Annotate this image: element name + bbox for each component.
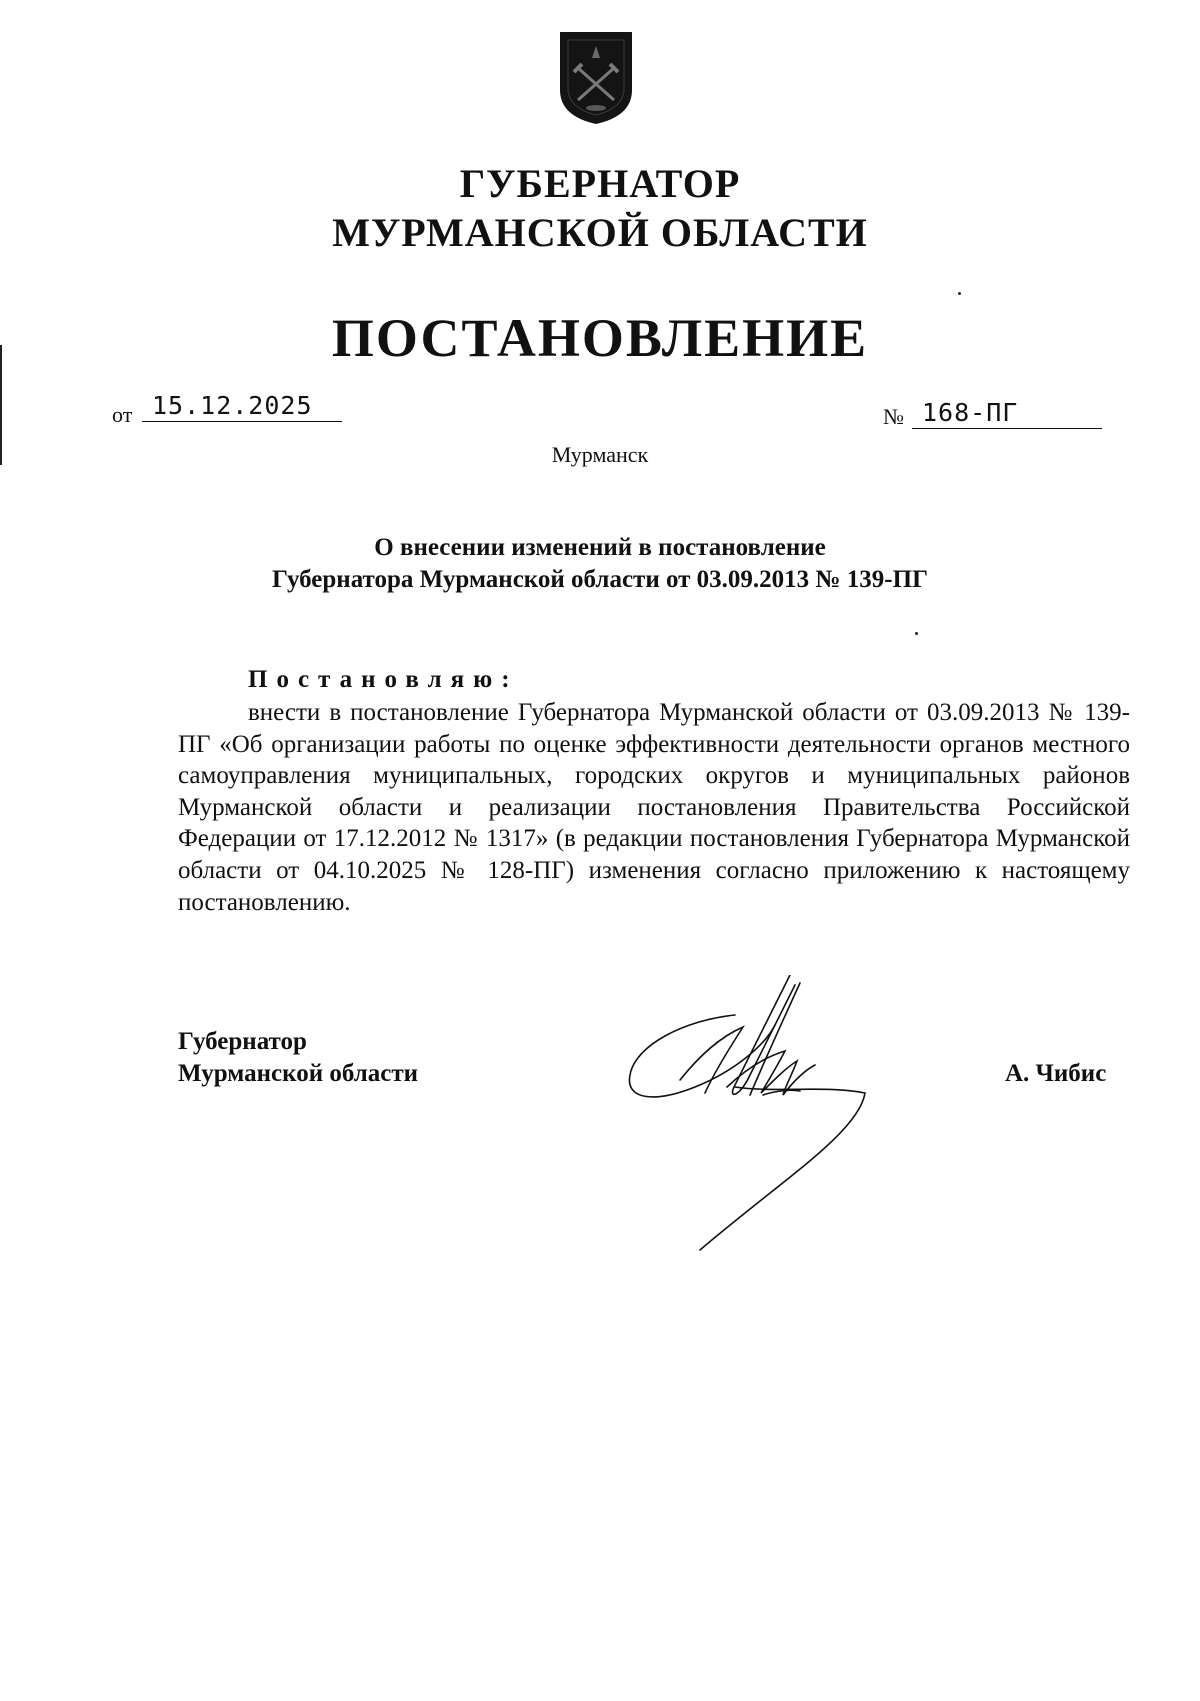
document-number: 168-ПГ [912, 398, 1102, 429]
scan-dot [915, 632, 918, 635]
document-type: ПОСТАНОВЛЕНИЕ [331, 308, 869, 368]
document-date: 15.12.2025 [142, 391, 342, 422]
signatory-title-line2: Мурманской области [178, 1060, 419, 1087]
resolve-heading: Постановляю: [248, 666, 519, 693]
coat-of-arms-icon [552, 28, 640, 128]
scan-dot [958, 292, 961, 295]
org-title-line1: ГУБЕРНАТОР [459, 161, 741, 206]
subject-line1: О внесении изменений в постановление [374, 534, 826, 561]
handwritten-signature [615, 975, 915, 1255]
subject-line2: Губернатора Мурманской области от 03.09.2013 № 139-ПГ [272, 566, 928, 593]
signatory-title [178, 1026, 418, 1090]
city-name: Мурманск [551, 442, 649, 467]
number-prefix: № [883, 404, 904, 429]
org-title-line2: МУРМАНСКОЙ ОБЛАСТИ [332, 210, 868, 255]
body-paragraph: внести в постановление Губернатора Мурманской области от 03.09.2013 № 139-ПГ «Об организации работы по оценке эффективности деятельности органов местного самоуправления муниципальных, городских округов и муниципальных районов Мурманской области и реализации постановления Правительства Российской Федерации от 17.12.2012 № 1317» (в редакции постановления Губернатора Мурманской области от 04.10.2025 № 128-ПГ) изменения согласно приложению к настоящему постановлению. [178, 699, 1130, 916]
signatory-name: А. Чибис [1005, 1060, 1107, 1087]
date-prefix: от [112, 402, 133, 427]
signatory-title-line1: Губернатор [178, 1028, 307, 1055]
